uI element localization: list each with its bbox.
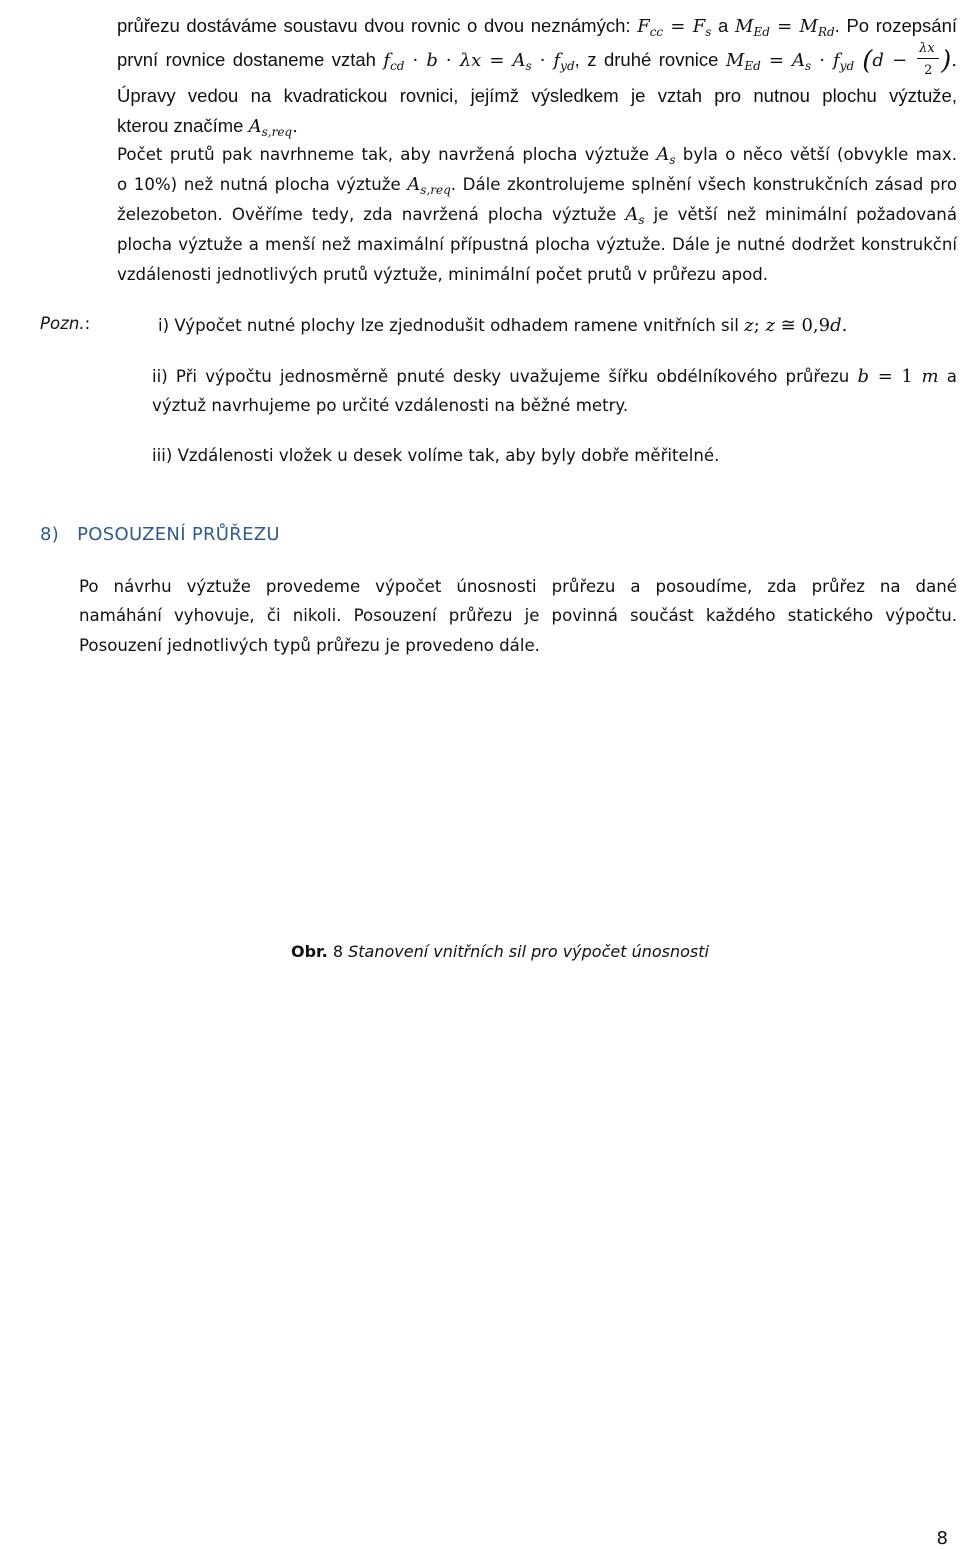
p2-l1-a: Počet prutů pak navrhneme tak, aby navržená plocha výztuže <box>117 145 657 164</box>
eq-med-mrd: $M_{Ed} = M_{Rd}$ <box>735 16 835 39</box>
p2-line-4 <box>117 233 957 257</box>
note-iii-text: iii) Vzdálenosti vložek u desek volíme tak, aby byly dobře měřitelné. <box>152 446 720 465</box>
note-ii-line-2 <box>152 394 628 418</box>
section-line-1 <box>79 575 957 599</box>
p1-l2-mid: , z druhé rovnice <box>574 49 726 70</box>
p2-line-3 <box>117 203 957 232</box>
section-heading <box>40 524 280 545</box>
figure-label: Obr. <box>291 942 328 961</box>
eq-force-balance: $f_{cd} \cdot b \cdot \lambda x = A_s \cdot f_{yd}$ <box>383 50 575 73</box>
p1-line-3 <box>117 84 957 108</box>
fraction-lambda-x-over-2: $\frac{\lambda x}{2}$ <box>915 49 941 73</box>
page-number: 8 <box>936 1528 948 1549</box>
note-i-text: i) Výpočet nutné plochy lze zjednodušit odhadem ramene vnitřních sil <box>158 316 745 335</box>
p2-l4: plocha výztuže a menší než maximální přípustná plocha výztuže. Dále je nutné dodržet konstrukční <box>117 235 957 254</box>
p1-l2-text: první rovnice dostaneme vztah <box>117 49 384 70</box>
note-ii-a: ii) Při výpočtu jednosměrně pnuté desky uvažujeme šířku obdélníkového průřezu <box>152 367 858 386</box>
eq-as-2: $A_s$ <box>625 204 645 227</box>
section-title: POSOUZENÍ PRŮŘEZU <box>77 524 280 545</box>
note-label-colon: : <box>84 314 91 333</box>
section-line-2 <box>79 604 957 628</box>
eq-fcc-fs: $F_{cc} = F_s$ <box>637 16 712 39</box>
note-label-text: Pozn. <box>40 314 85 333</box>
section-l2: namáhání vyhovuje, či nikoli. Posouzení průřezu je povinná součást každého statického výpočtu. <box>79 606 957 625</box>
p2-l3-a: železobeton. Ověříme tedy, zda navržená plocha výztuže <box>117 205 626 224</box>
p1-l1-and: a <box>711 15 736 36</box>
note-i <box>158 314 847 338</box>
p1-line-4 <box>117 114 298 144</box>
eq-as-req: $A_{s,req}$. <box>248 116 298 139</box>
figure-number: 8 <box>332 942 344 961</box>
p1-l4-text: kterou značíme <box>117 115 249 136</box>
p1-l1-after: . Po rozepsání <box>834 15 957 36</box>
section-number: 8) <box>40 524 60 545</box>
note-ii-b: a <box>938 367 957 386</box>
p1-l1-text: průřezu dostáváme soustavu dvou rovnic o dvou neznámých: <box>117 15 638 36</box>
eq-b-1m: b = 1 m <box>857 366 939 387</box>
p1-line-1 <box>117 14 957 44</box>
eq-as-req-2: $A_{s,req}$ <box>407 174 451 197</box>
p2-l5: vzdálenosti jednotlivých prutů výztuže, minimální počet prutů v průřezu apod. <box>117 265 769 284</box>
p2-l1-b: byla o něco větší (obvykle max. <box>675 145 957 164</box>
p2-line-2 <box>117 173 957 202</box>
eq-moment-balance: $M_{Ed} = A_s \cdot f_{yd}$ (d − $\frac{\lambda x}{2}$ ). <box>725 41 957 78</box>
p2-l2-b: . Dále zkontrolujeme splnění všech konstrukčních zásad pro <box>450 175 957 194</box>
p2-l2-a: o 10%) než nutná plocha výztuže <box>117 175 408 194</box>
eq-z-approx: z; z ≅ 0,9d. <box>744 315 848 336</box>
p2-l3-b: je větší než minimální požadovaná <box>644 205 957 224</box>
section-l1: Po návrhu výztuže provedeme výpočet únosnosti průřezu a posoudíme, zda průřez na dané <box>79 577 957 596</box>
section-l3: Posouzení jednotlivých typů průřezu je provedeno dále. <box>79 636 540 655</box>
eq-as: $A_s$ <box>656 144 676 167</box>
p2-line-1 <box>117 143 957 172</box>
note-ii-l2: výztuž navrhujeme po určité vzdálenosti na běžné metry. <box>152 396 629 415</box>
figure-caption-text: Stanovení vnitřních sil pro výpočet únosnosti <box>348 942 709 961</box>
figure-caption <box>0 942 960 961</box>
p1-line-2 <box>117 41 957 78</box>
section-line-3 <box>79 634 540 658</box>
p2-line-5 <box>117 263 768 287</box>
note-ii-line-1 <box>152 365 957 389</box>
note-iii <box>152 444 719 468</box>
note-label <box>40 314 90 333</box>
p1-l3-text: Úpravy vedou na kvadratickou rovnici, jejímž výsledkem je vztah pro nutnou plochu výztuže, <box>117 85 957 106</box>
